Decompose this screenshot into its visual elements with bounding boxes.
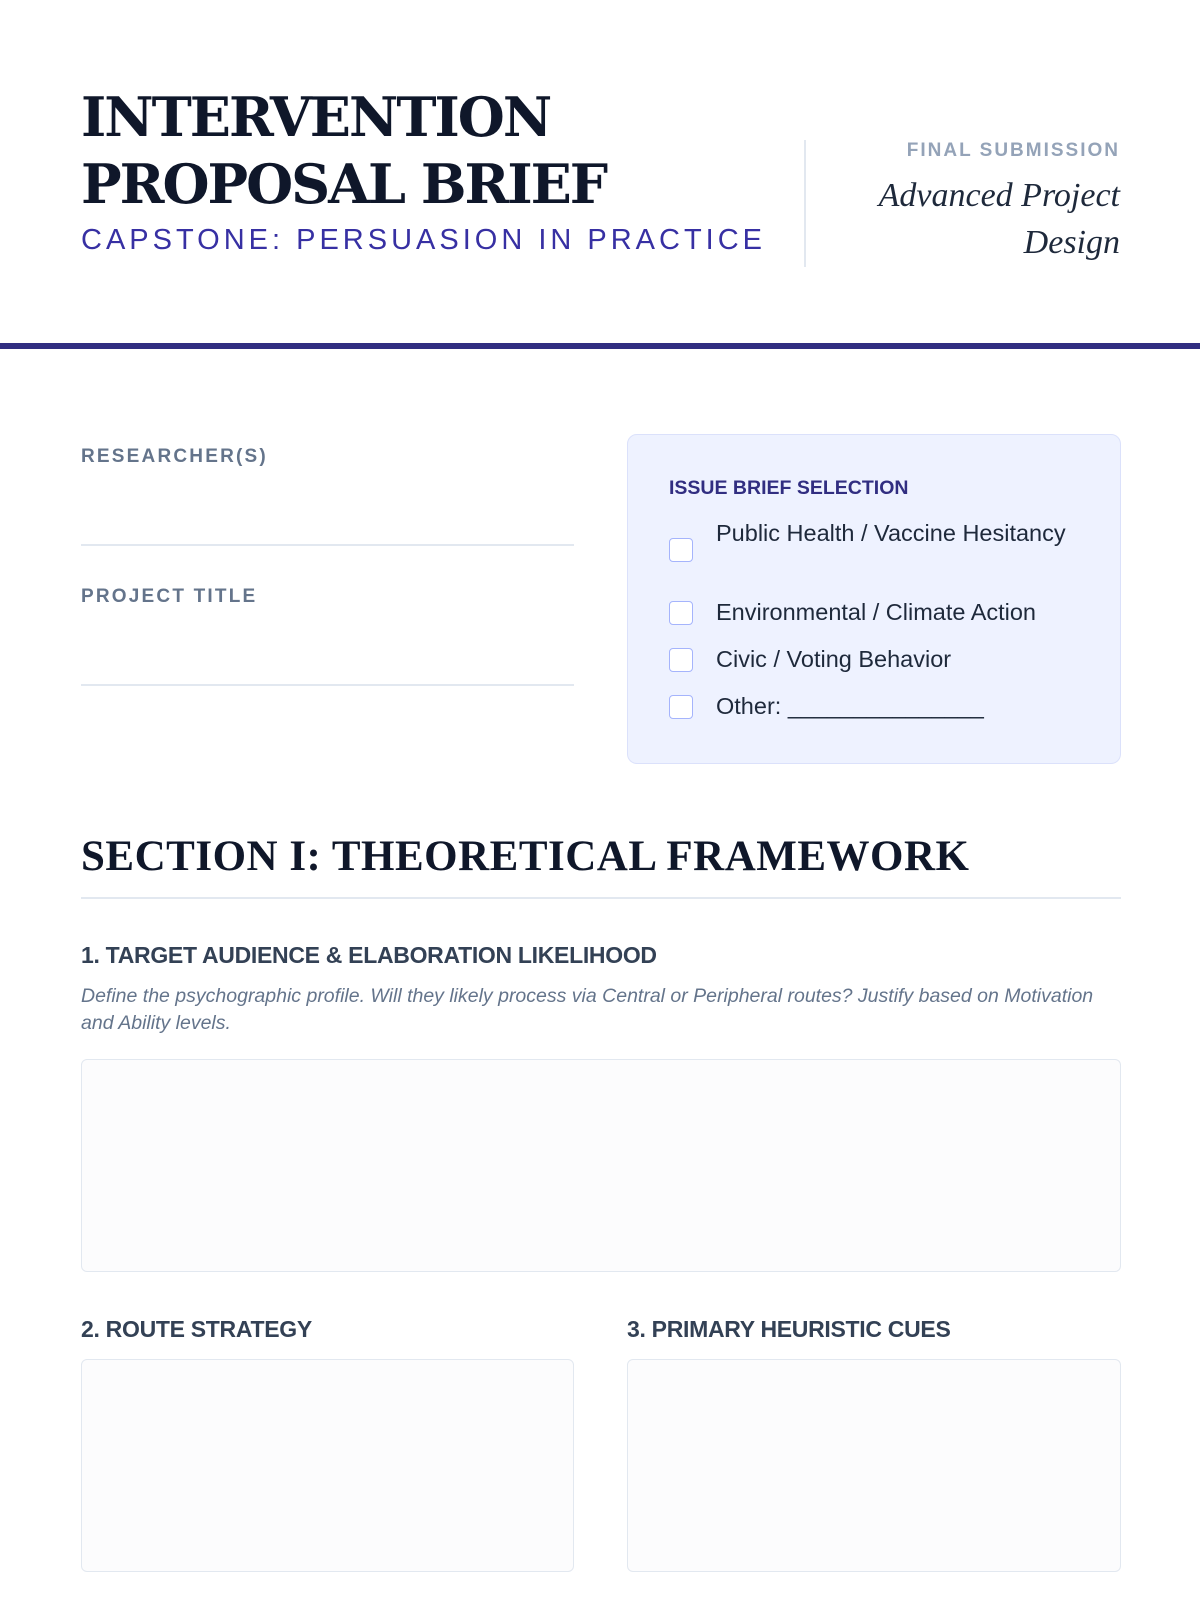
checkbox-other[interactable] [669, 695, 693, 719]
option-label: Civic / Voting Behavior [716, 646, 952, 672]
checkbox-environmental[interactable] [669, 601, 693, 625]
project-title-field[interactable] [81, 684, 574, 686]
course-line-2: Design [1023, 224, 1120, 261]
issue-brief-title: ISSUE BRIEF SELECTION [669, 477, 909, 499]
question-3-answer-box[interactable] [627, 1359, 1121, 1572]
section-heading: SECTION I: THEORETICAL FRAMEWORK [81, 833, 970, 880]
question-2-label: 2. ROUTE STRATEGY [81, 1316, 312, 1342]
document-header [0, 0, 1200, 349]
checkbox-civic[interactable] [669, 648, 693, 672]
issue-brief-panel [627, 434, 1121, 764]
option-label: Environmental / Climate Action [716, 599, 1037, 625]
researchers-field[interactable] [81, 544, 574, 546]
question-1-hint: Define the psychographic profile. Will they likely process via Central or Peripheral routes? Justify based on Motivation and Ability levels. [81, 985, 1094, 1034]
project-title-label: PROJECT TITLE [81, 586, 258, 607]
researchers-label: RESEARCHER(S) [81, 446, 268, 467]
title-line-1: INTERVENTION [81, 85, 551, 149]
submission-info [800, 140, 1120, 266]
document-title [81, 84, 606, 218]
title-line-2: PROPOSAL BRIEF [81, 152, 607, 216]
course-line-1: Advanced Project [878, 177, 1120, 214]
submission-label: FINAL SUBMISSION [906, 140, 1120, 161]
question-1-answer-box[interactable] [81, 1059, 1121, 1272]
checkbox-public-health[interactable] [669, 538, 693, 562]
question-3-label: 3. PRIMARY HEURISTIC CUES [627, 1316, 951, 1342]
section-divider [81, 897, 1121, 899]
course-name [800, 172, 1120, 266]
option-label: Other: _______________ [716, 693, 984, 719]
question-1-label: 1. TARGET AUDIENCE & ELABORATION LIKELIHOOD [81, 942, 657, 968]
option-label: Public Health / Vaccine Hesitancy [716, 520, 1066, 546]
question-2-answer-box[interactable] [81, 1359, 574, 1572]
document-subtitle: CAPSTONE: PERSUASION IN PRACTICE [81, 224, 767, 256]
